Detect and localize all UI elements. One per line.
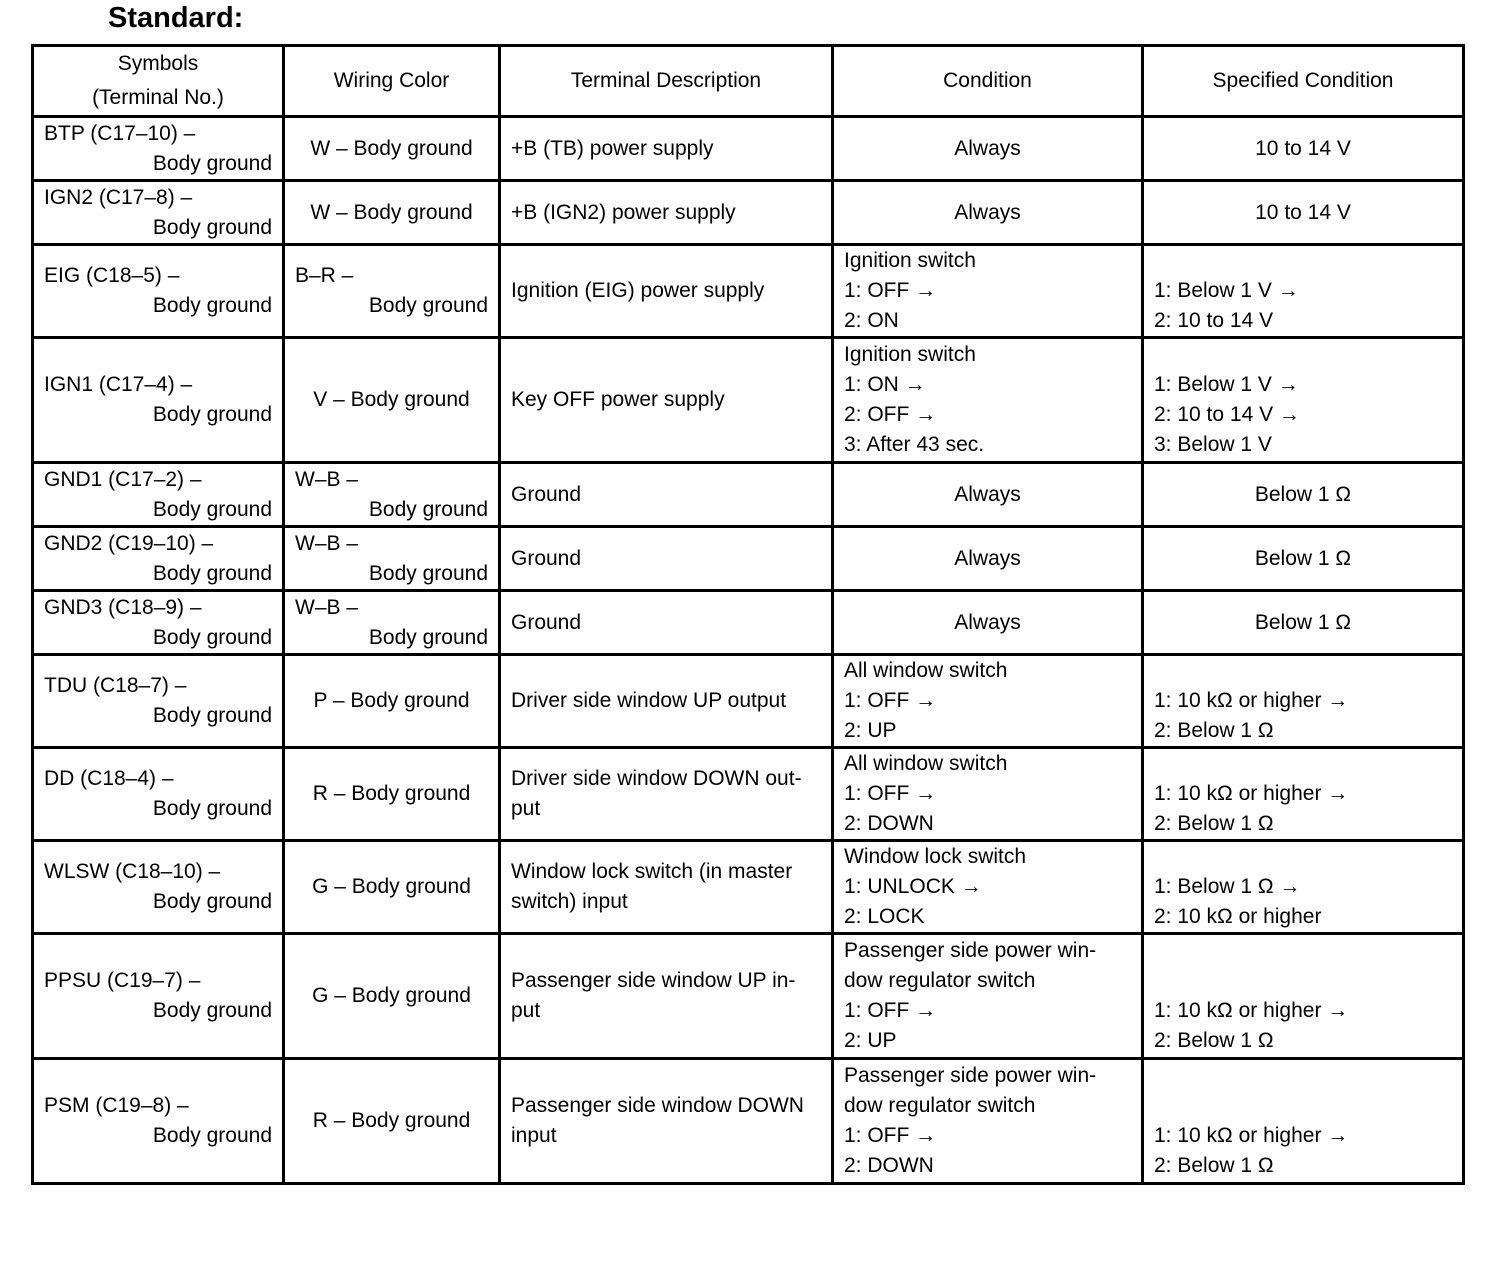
table-header-row xyxy=(33,46,1464,117)
wiring-color-cell: W–B – Body ground xyxy=(284,527,500,591)
specified-condition-cell: 1: 10 kΩ or higher → 2: Below 1 Ω xyxy=(1143,1059,1464,1184)
symbol-cell: GND2 (C19–10) – Body ground xyxy=(33,527,284,591)
specified-condition-cell: 1: 10 kΩ or higher → 2: Below 1 Ω xyxy=(1143,748,1464,841)
terminal-spec-table xyxy=(31,44,1465,1185)
condition-cell: Window lock switch 1: UNLOCK → 2: LOCK xyxy=(833,841,1143,934)
table-row xyxy=(33,655,1464,748)
specified-condition-cell: Below 1 Ω xyxy=(1143,463,1464,527)
wiring-color-cell: R – Body ground xyxy=(284,748,500,841)
symbol-cell: TDU (C18–7) – Body ground xyxy=(33,655,284,748)
specified-condition-cell: 1: Below 1 V → 2: 10 to 14 V xyxy=(1143,245,1464,338)
wiring-color-cell: W–B – Body ground xyxy=(284,591,500,655)
condition-cell: Ignition switch 1: OFF → 2: ON xyxy=(833,245,1143,338)
table-row xyxy=(33,181,1464,245)
terminal-description-cell: Ground xyxy=(500,527,833,591)
header-specified-condition: Specified Condition xyxy=(1143,46,1464,117)
table-row xyxy=(33,1059,1464,1184)
symbol-cell: GND3 (C18–9) – Body ground xyxy=(33,591,284,655)
condition-cell: Always xyxy=(833,591,1143,655)
symbol-cell: BTP (C17–10) – Body ground xyxy=(33,117,284,181)
specified-condition-cell: 1: 10 kΩ or higher → 2: Below 1 Ω xyxy=(1143,934,1464,1059)
symbol-cell: DD (C18–4) – Body ground xyxy=(33,748,284,841)
wiring-color-cell: W – Body ground xyxy=(284,181,500,245)
table-row xyxy=(33,527,1464,591)
terminal-description-cell: +B (IGN2) power supply xyxy=(500,181,833,245)
table-row xyxy=(33,591,1464,655)
terminal-description-cell: +B (TB) power supply xyxy=(500,117,833,181)
table-row xyxy=(33,463,1464,527)
terminal-description-cell: Key OFF power supply xyxy=(500,338,833,463)
wiring-color-cell: W – Body ground xyxy=(284,117,500,181)
symbol-cell: IGN2 (C17–8) – Body ground xyxy=(33,181,284,245)
terminal-description-cell: Driver side window UP output xyxy=(500,655,833,748)
specified-condition-cell: Below 1 Ω xyxy=(1143,527,1464,591)
wiring-color-cell: G – Body ground xyxy=(284,841,500,934)
specified-condition-cell: 1: Below 1 V → 2: 10 to 14 V → 3: Below 1 V xyxy=(1143,338,1464,463)
symbol-cell: EIG (C18–5) – Body ground xyxy=(33,245,284,338)
terminal-description-cell: Passenger side window UP in- put xyxy=(500,934,833,1059)
specified-condition-cell: 10 to 14 V xyxy=(1143,181,1464,245)
terminal-description-cell: Passenger side window DOWN input xyxy=(500,1059,833,1184)
specified-condition-cell: 1: 10 kΩ or higher → 2: Below 1 Ω xyxy=(1143,655,1464,748)
condition-cell: Passenger side power win- dow regulator switch 1: OFF → 2: UP xyxy=(833,934,1143,1059)
header-wiring-color: Wiring Color xyxy=(284,46,500,117)
terminal-description-cell: Ground xyxy=(500,591,833,655)
specified-condition-cell: 1: Below 1 Ω → 2: 10 kΩ or higher xyxy=(1143,841,1464,934)
symbol-cell: PSM (C19–8) – Body ground xyxy=(33,1059,284,1184)
condition-cell: All window switch 1: OFF → 2: DOWN xyxy=(833,748,1143,841)
terminal-description-cell: Window lock switch (in master switch) input xyxy=(500,841,833,934)
header-terminal-description: Terminal Description xyxy=(500,46,833,117)
specified-condition-cell: Below 1 Ω xyxy=(1143,591,1464,655)
wiring-color-cell: G – Body ground xyxy=(284,934,500,1059)
wiring-color-cell: W–B – Body ground xyxy=(284,463,500,527)
condition-cell: Always xyxy=(833,181,1143,245)
symbol-cell: GND1 (C17–2) – Body ground xyxy=(33,463,284,527)
condition-cell: Always xyxy=(833,463,1143,527)
terminal-description-cell: Driver side window DOWN out- put xyxy=(500,748,833,841)
wiring-color-cell: P – Body ground xyxy=(284,655,500,748)
page-title: Standard: xyxy=(108,2,244,34)
wiring-color-cell: B–R – Body ground xyxy=(284,245,500,338)
header-symbols: Symbols (Terminal No.) xyxy=(33,46,284,117)
condition-cell: Always xyxy=(833,117,1143,181)
condition-cell: Passenger side power win- dow regulator switch 1: OFF → 2: DOWN xyxy=(833,1059,1143,1184)
table-row xyxy=(33,934,1464,1059)
condition-cell: Ignition switch 1: ON → 2: OFF → 3: After 43 sec. xyxy=(833,338,1143,463)
specified-condition-cell: 10 to 14 V xyxy=(1143,117,1464,181)
condition-cell: Always xyxy=(833,527,1143,591)
symbol-cell: IGN1 (C17–4) – Body ground xyxy=(33,338,284,463)
wiring-color-cell: V – Body ground xyxy=(284,338,500,463)
wiring-color-cell: R – Body ground xyxy=(284,1059,500,1184)
header-condition: Condition xyxy=(833,46,1143,117)
table-row xyxy=(33,841,1464,934)
table-row xyxy=(33,748,1464,841)
condition-cell: All window switch 1: OFF → 2: UP xyxy=(833,655,1143,748)
symbol-cell: WLSW (C18–10) – Body ground xyxy=(33,841,284,934)
terminal-description-cell: Ground xyxy=(500,463,833,527)
terminal-description-cell: Ignition (EIG) power supply xyxy=(500,245,833,338)
table-row xyxy=(33,338,1464,463)
table-row xyxy=(33,117,1464,181)
table-row xyxy=(33,245,1464,338)
symbol-cell: PPSU (C19–7) – Body ground xyxy=(33,934,284,1059)
